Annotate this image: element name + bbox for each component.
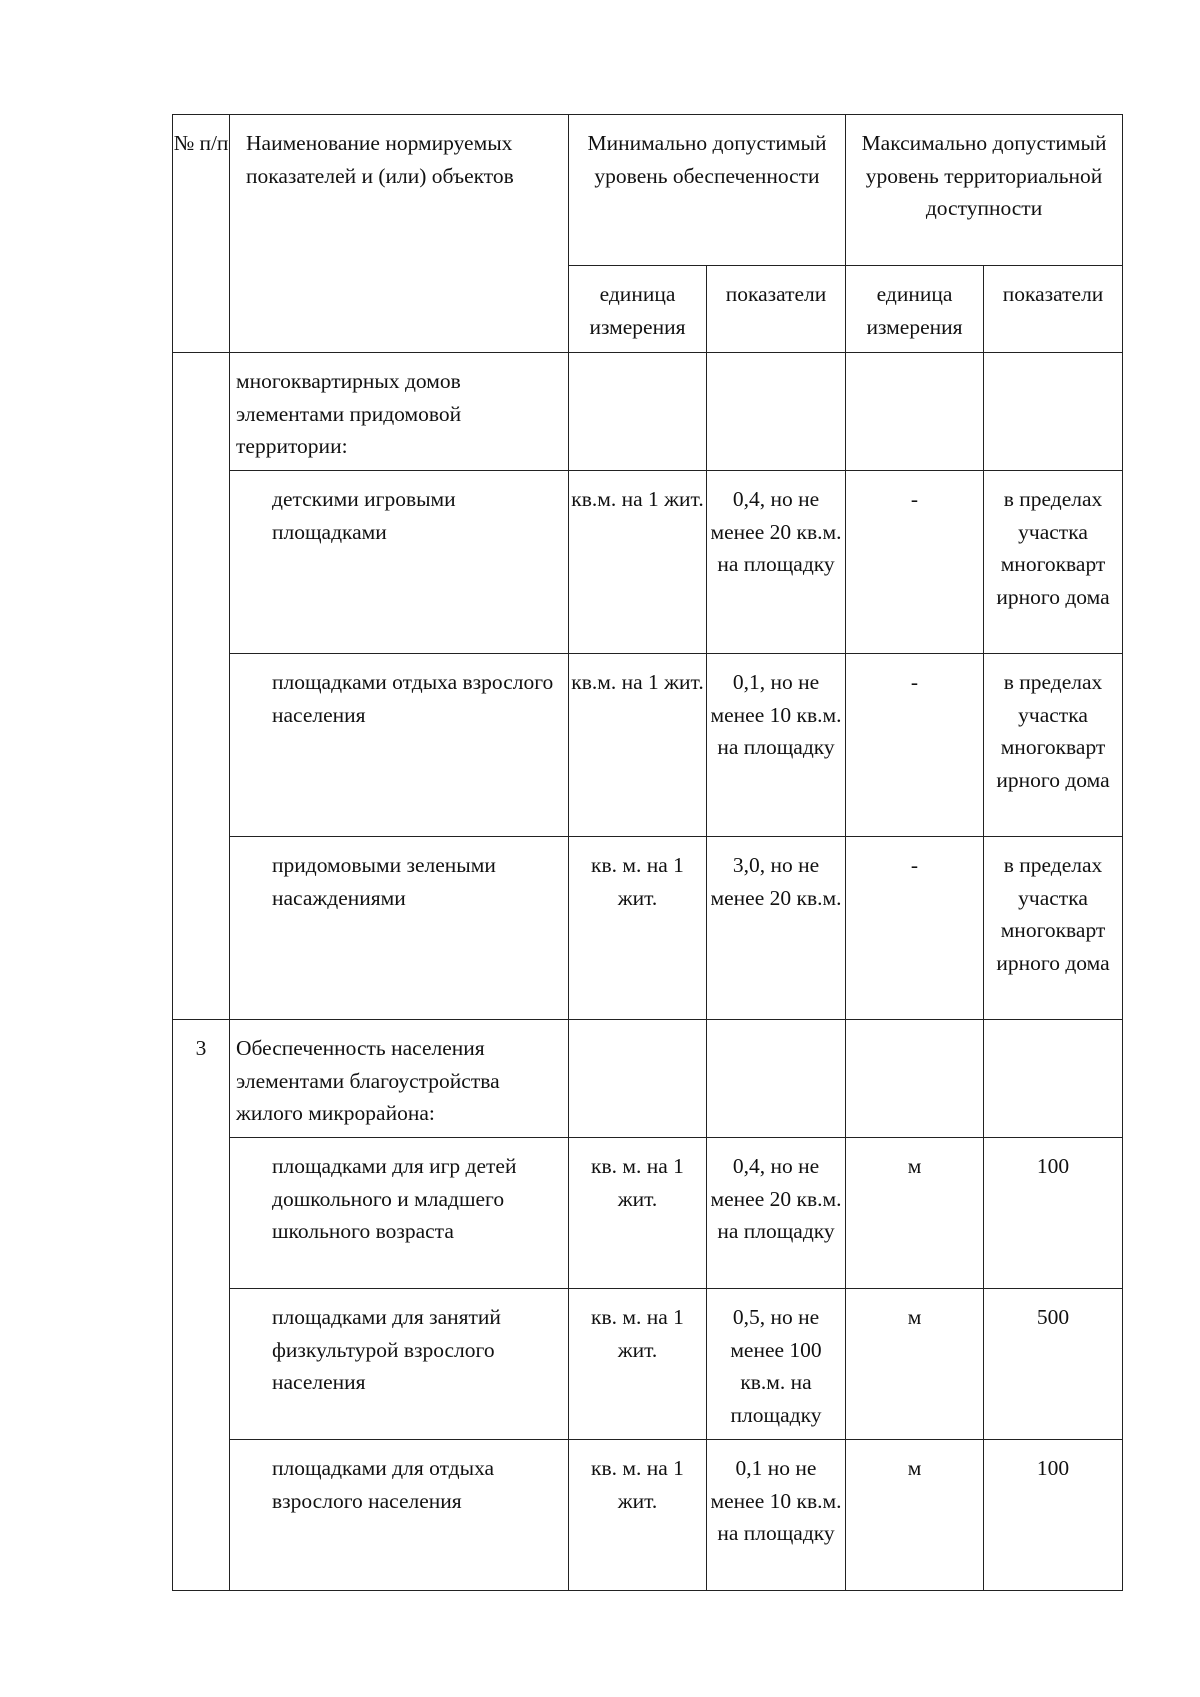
table-row — [173, 1289, 1123, 1440]
row-max-value — [984, 1020, 1123, 1138]
row-indicator-name: детскими игровыми площадками — [230, 471, 569, 654]
row-indicator-name: площадками для занятий физкультурой взрослого населения — [230, 1289, 569, 1440]
row-indicator-name: площадками для отдыха взрослого населения — [230, 1440, 569, 1591]
row-min-value: 0,5, но не менее 100 кв.м. на площадку — [707, 1289, 846, 1440]
row-min-unit: кв. м. на 1 жит. — [569, 837, 707, 1020]
row-min-unit: кв.м. на 1 жит. — [569, 471, 707, 654]
row-max-unit: м — [846, 1440, 984, 1591]
row-min-value — [707, 1020, 846, 1138]
row-min-value: 3,0, но не менее 20 кв.м. — [707, 837, 846, 1020]
row-min-value: 0,1, но не менее 10 кв.м. на площадку — [707, 654, 846, 837]
header-min-level: Минимально допустимый уровень обеспеченности — [569, 115, 846, 266]
row-min-unit: кв.м. на 1 жит. — [569, 654, 707, 837]
row-min-value: 0,4, но не менее 20 кв.м. на площадку — [707, 471, 846, 654]
row-max-value: в пределах участка многокварт ирного дома — [984, 471, 1123, 654]
row-number: 3 — [173, 1020, 230, 1591]
table-row — [173, 654, 1123, 837]
header-number: № п/п — [173, 115, 230, 353]
row-max-value: 100 — [984, 1440, 1123, 1591]
row-max-value: в пределах участка многокварт ирного дома — [984, 837, 1123, 1020]
row-min-value: 0,1 но не менее 10 кв.м. на площадку — [707, 1440, 846, 1591]
standards-table — [172, 114, 1123, 1591]
row-max-unit: м — [846, 1289, 984, 1440]
table-row — [173, 1020, 1123, 1138]
row-max-unit: - — [846, 837, 984, 1020]
table-row — [173, 353, 1123, 471]
row-max-value: в пределах участка многокварт ирного дома — [984, 654, 1123, 837]
row-min-unit — [569, 1020, 707, 1138]
row-min-unit — [569, 353, 707, 471]
row-min-unit: кв. м. на 1 жит. — [569, 1138, 707, 1289]
row-min-unit: кв. м. на 1 жит. — [569, 1289, 707, 1440]
row-max-unit: - — [846, 654, 984, 837]
row-max-unit: м — [846, 1138, 984, 1289]
row-indicator-name: площадками для игр детей дошкольного и младшего школьного возраста — [230, 1138, 569, 1289]
row-min-value: 0,4, но не менее 20 кв.м. на площадку — [707, 1138, 846, 1289]
header-max-unit: единица измерения — [846, 266, 984, 353]
row-indicator-name: Обеспеченность населения элементами благоустройства жилого микрорайона: — [230, 1020, 569, 1138]
row-indicator-name: придомовыми зелеными насаждениями — [230, 837, 569, 1020]
row-max-value — [984, 353, 1123, 471]
header-max-value: показатели — [984, 266, 1123, 353]
row-max-unit — [846, 1020, 984, 1138]
row-max-unit — [846, 353, 984, 471]
row-indicator-name: многоквартирных домов элементами придомовой территории: — [230, 353, 569, 471]
header-indicator-name: Наименование нормируемых показателей и (или) объектов — [230, 115, 569, 353]
header-min-unit: единица измерения — [569, 266, 707, 353]
header-min-value: показатели — [707, 266, 846, 353]
row-indicator-name: площадками отдыха взрослого населения — [230, 654, 569, 837]
table-header-row — [173, 115, 1123, 266]
header-max-level: Максимально допустимый уровень территориальной доступности — [846, 115, 1123, 266]
table-row — [173, 1440, 1123, 1591]
row-min-value — [707, 353, 846, 471]
table-row — [173, 471, 1123, 654]
table-row — [173, 1138, 1123, 1289]
row-max-value: 100 — [984, 1138, 1123, 1289]
row-min-unit: кв. м. на 1 жит. — [569, 1440, 707, 1591]
table-row — [173, 837, 1123, 1020]
row-max-unit: - — [846, 471, 984, 654]
row-number — [173, 353, 230, 1020]
row-max-value: 500 — [984, 1289, 1123, 1440]
